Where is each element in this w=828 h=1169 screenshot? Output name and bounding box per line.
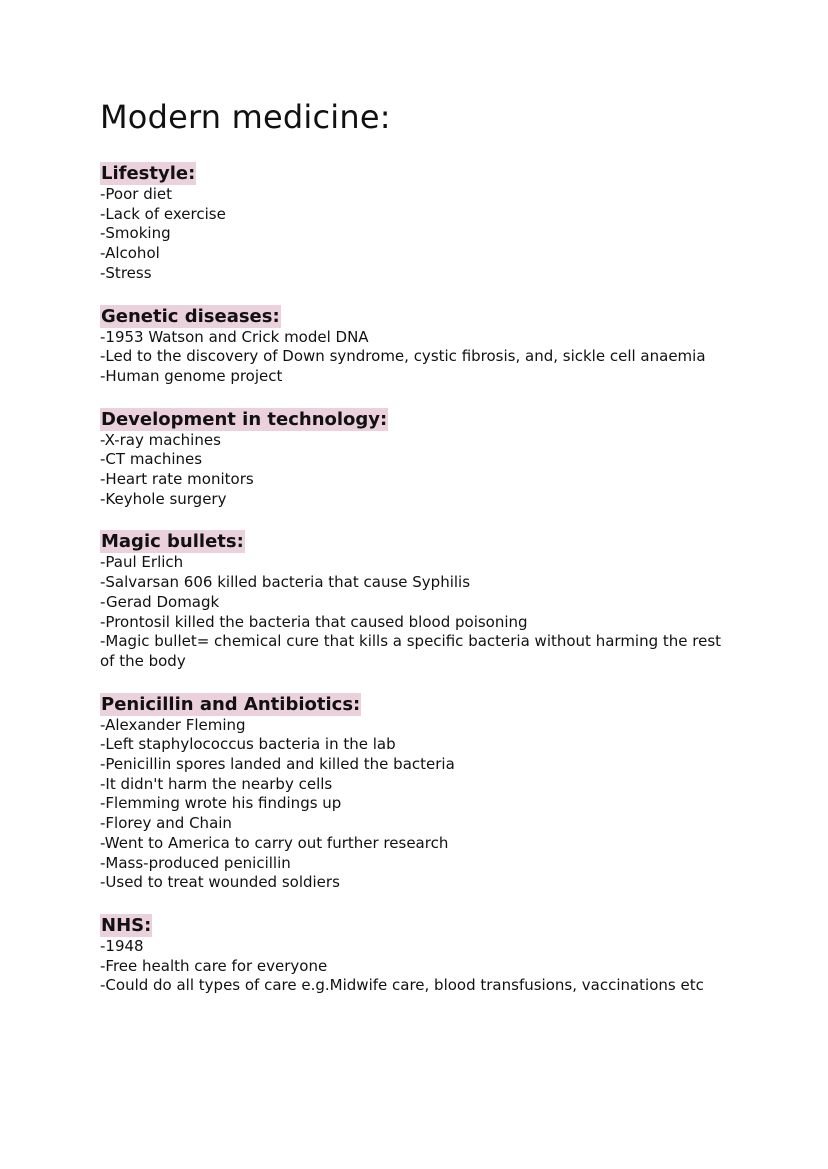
list-item: -X-ray machines	[100, 430, 221, 449]
list-item: -Penicillin spores landed and killed the bacteria	[100, 755, 455, 774]
list-item: -Florey and Chain	[100, 814, 232, 833]
section-penicillin-and-antibiotics	[100, 693, 740, 893]
list-item: -Prontosil killed the bacteria that caused blood poisoning	[100, 612, 528, 631]
document-title: Modern medicine:	[100, 98, 391, 136]
list-item: -Smoking	[100, 224, 171, 243]
section-heading: Genetic diseases:	[101, 305, 280, 327]
document-page	[100, 96, 740, 1017]
list-item: -Stress	[100, 263, 152, 282]
section-lines	[100, 716, 740, 893]
section-genetic-diseases	[100, 305, 740, 387]
list-item: -Flemming wrote his findings up	[100, 794, 342, 813]
list-item: -Used to treat wounded soldiers	[100, 873, 340, 892]
list-item: -Paul Erlich	[100, 553, 184, 572]
list-item: -Alcohol	[100, 244, 160, 263]
section-lines	[100, 185, 740, 284]
section-heading: Penicillin and Antibiotics:	[101, 693, 361, 715]
list-item: -Magic bullet= chemical cure that kills a specific bacteria without harming the rest of the body	[100, 632, 722, 670]
section-nhs	[100, 914, 740, 996]
section-lines	[100, 431, 740, 510]
list-item: -Mass-produced penicillin	[100, 853, 291, 872]
section-magic-bullets	[100, 530, 740, 671]
list-item: -1948	[100, 936, 144, 955]
list-item: -Went to America to carry out further research	[100, 833, 449, 852]
list-item: -Free health care for everyone	[100, 956, 328, 975]
list-item: -Heart rate monitors	[100, 470, 254, 489]
section-lines	[100, 937, 740, 996]
section-heading: NHS:	[101, 914, 152, 936]
list-item: -Poor diet	[100, 185, 173, 203]
list-item: -Alexander Fleming	[100, 715, 246, 734]
section-heading: Magic bullets:	[101, 531, 244, 553]
list-item: -It didn't harm the nearby cells	[100, 774, 333, 793]
list-item: -Left staphylococcus bacteria in the lab	[100, 735, 396, 754]
section-lifestyle	[100, 162, 740, 284]
section-lines	[100, 328, 740, 387]
list-item: -Salvarsan 606 killed bacteria that cause Syphilis	[100, 573, 471, 592]
section-heading: Development in technology:	[101, 408, 388, 430]
list-item: -Lack of exercise	[100, 204, 226, 223]
list-item: -Human genome project	[100, 366, 283, 385]
list-item: -Led to the discovery of Down syndrome, cystic fibrosis, and, sickle cell anaemia	[100, 347, 706, 366]
list-item: -Keyhole surgery	[100, 489, 227, 508]
section-lines	[100, 553, 740, 671]
section-development-in-technology	[100, 408, 740, 510]
list-item: -Could do all types of care e.g.Midwife care, blood transfusions, vaccinations etc	[100, 976, 704, 995]
list-item: -Gerad Domagk	[100, 592, 220, 611]
list-item: -1953 Watson and Crick model DNA	[100, 327, 369, 346]
list-item: -CT machines	[100, 450, 203, 469]
section-heading: Lifestyle:	[101, 163, 196, 184]
